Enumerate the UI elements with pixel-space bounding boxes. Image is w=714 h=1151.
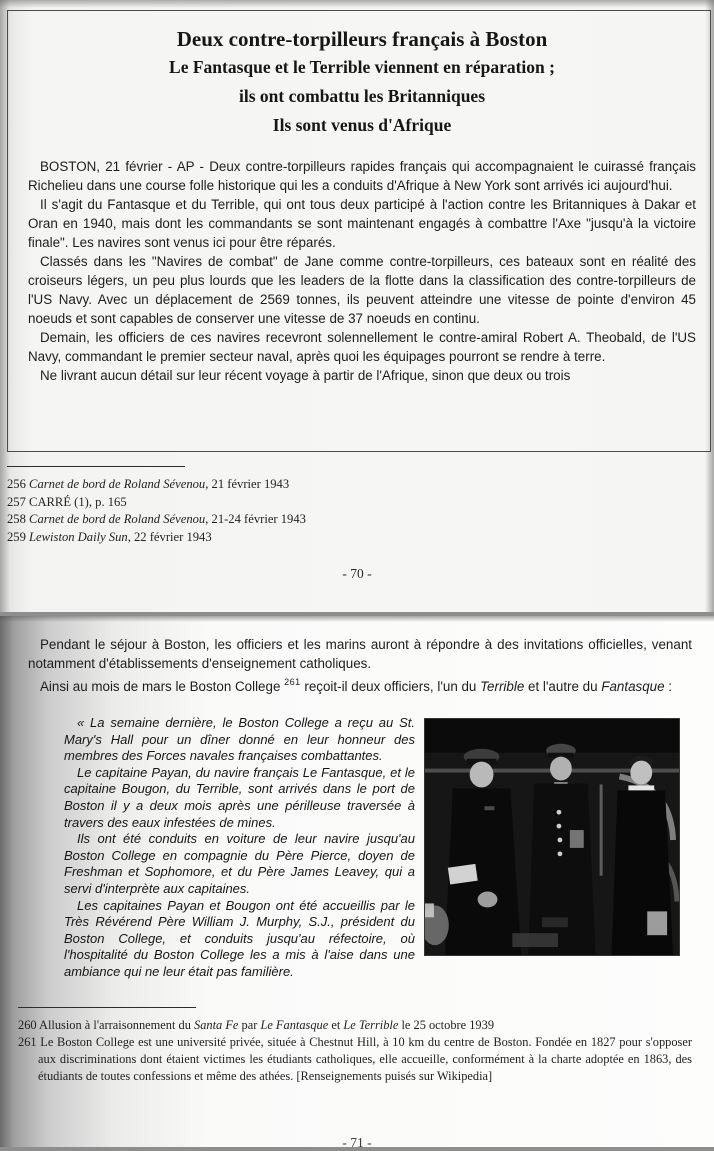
footnote-italic-title: Santa Fe (194, 1017, 239, 1032)
officers-photo (424, 718, 680, 956)
footnote-separator (18, 1007, 196, 1008)
page-number-70: - 70 - (342, 566, 372, 581)
quote-paragraph: Le capitaine Payan, du navire français Le Fantasque, et le capitaine Bougon, du Terrible, sont arrivés dans le port de Boston il y a deux mois après une périlleuse traversée à travers des eaux infestées de mines. (64, 764, 415, 830)
article-paragraph: Il s'agit du Fantasque et du Terrible, qui ont tous deux participé à l'action contre les Britanniques à Dakar et Oran en 1940, mais dont les commandants se sont maintenant engagés à combattre l'Axe "jusqu'à la victoire finale". Les navires sont venus ici pour être réparés. (28, 197, 696, 250)
footnote-text: 259 (7, 529, 30, 544)
antenna (600, 784, 603, 875)
footnote-italic-title: Le Fantasque (260, 1017, 329, 1032)
footnote-italic-title: Lewiston Daily Sun (29, 529, 128, 544)
footnote-text: 260 Allusion à l'arraisonnement du (18, 1017, 195, 1032)
quote-paragraph: Les capitaines Payan et Bougon ont été accueillis par le Très Révérend Père William J. Murphy, S.J., président du Boston College, et conduits jusqu'au réfectoire, où l'hospitalité du Boston College les a mis à l'aise dans une ambiance qui ne leur était pas familière. (64, 897, 415, 979)
article-subtitle-3: Ils sont venus d'Afrique (272, 115, 452, 135)
footnote-text: 258 (7, 512, 30, 526)
intro-text: Ainsi au mois de mars le Boston College (40, 679, 285, 694)
ship-name-italic: Terrible (480, 679, 525, 694)
footnote-italic-title: Carnet de bord de Roland Sévenou (29, 512, 206, 526)
article-paragraph: Ne livrant aucun détail sur leur récent voyage à partir de l'Afrique, sinon que deux ou trois (40, 368, 571, 383)
article-paragraph: Classés dans les "Navires de combat" de Jane comme contre-torpilleurs, ces bateaux sont en réalité des croiseurs légers, un peu plus lourds que les leaders de la flotte dans la classification des contre-torpilleurs de l'US Navy. Avec un déplacement de 2569 tonnes, ils peuvent atteindre une vitesse de pointe d'environ 45 noeuds et sont capables de conserver une vitesse de 37 noeuds en continu. (28, 254, 696, 326)
footnote-text: , 21-24 février 1943 (205, 512, 306, 526)
intro-text: et l'autre du (524, 679, 602, 694)
scanned-page-71 (0, 616, 714, 1150)
intro-text: reçoit-il deux officiers, l'un du (300, 679, 481, 694)
article-subtitle-1: Le Fantasque et le Terrible viennent en réparation ; (169, 57, 555, 77)
newspaper-article-box (7, 10, 711, 452)
footnote-text: 256 (7, 477, 30, 491)
article-title: Deux contre-torpilleurs français à Boston (176, 27, 548, 51)
article-subtitle-2: ils ont combattu les Britanniques (239, 86, 485, 106)
footnotes-page-70 (7, 466, 697, 546)
footnote-text: , 22 février 1943 (127, 529, 212, 544)
footnote-italic-title: Carnet de bord de Roland Sévenou (29, 477, 206, 491)
page-number-71: - 71 - (342, 1135, 372, 1150)
intro-text: : (664, 679, 673, 694)
footnote-separator (7, 466, 185, 467)
ship-name-italic: Fantasque (601, 679, 665, 694)
page-71-content (0, 616, 714, 1085)
footnote-256 (7, 476, 697, 494)
footnote-italic-title: Le Terrible (343, 1017, 399, 1032)
footnote-text: 257 CARRÉ (1), p. 165 (7, 494, 127, 509)
footnote-text: , 21 février 1943 (205, 477, 290, 491)
footnote-261: 261 Le Boston College est une université privée, située à Chestnut Hill, à 10 km du centre de Boston. Fondée en 1827 pour s'opposer aux discriminations dont étaient victimes les étudiants catholiques, elle accueille, conformément à la charte adoptée en 1863, des étudiants de toutes confessions et même des athées. [Renseignements puisés sur Wikipedia] (18, 1034, 692, 1083)
article-body (28, 157, 696, 385)
quote-paragraph: Ils ont été conduits en voiture de leur navire jusqu'au Boston College en compagnie du Père Pierce, doyen de Freshman et Sophomore, et du Père James Leavey, qui a servi d'interprète aux capitaines. (64, 831, 415, 896)
footnote-260 (18, 1017, 692, 1034)
footnote-257 (7, 494, 697, 512)
officers-photo-graphic (425, 719, 679, 955)
quote-paragraph: « La semaine dernière, le Boston College a reçu au St. Mary's Hall pour un dîner donné en leur honneur des membres des Forces navales françaises combattantes. (64, 715, 415, 764)
footnote-text: par (238, 1017, 261, 1032)
article-headlines (28, 25, 696, 140)
footnote-text: et (328, 1017, 344, 1032)
paragraph-intro-2 (28, 673, 692, 696)
footnote-259 (7, 529, 697, 547)
footnote-text: le 25 octobre 1939 (398, 1017, 495, 1032)
footnote-ref-261: 261 (284, 677, 301, 687)
quote-block (64, 715, 692, 981)
footnotes-page-71 (18, 1007, 692, 1085)
footnote-258 (7, 511, 697, 529)
article-paragraph: BOSTON, 21 février - AP - Deux contre-torpilleurs rapides français qui accompagnaient le cuirassé français Richelieu dans une course folle historique qui les a conduits d'Afrique à New York sont arrivés ici aujourd'hui. (28, 159, 696, 193)
article-paragraph: Demain, les officiers de ces navires recevront solennellement le contre-amiral Robert A. Theobald, de l'US Navy, commandant le premier secteur naval, après quoi les équipages pourront se rendre à terre. (28, 330, 696, 364)
paragraph-intro-1: Pendant le séjour à Boston, les officiers et les marins auront à répondre à des invitations officielles, venant notamment d'établissements d'enseignement catholiques. (28, 637, 692, 671)
